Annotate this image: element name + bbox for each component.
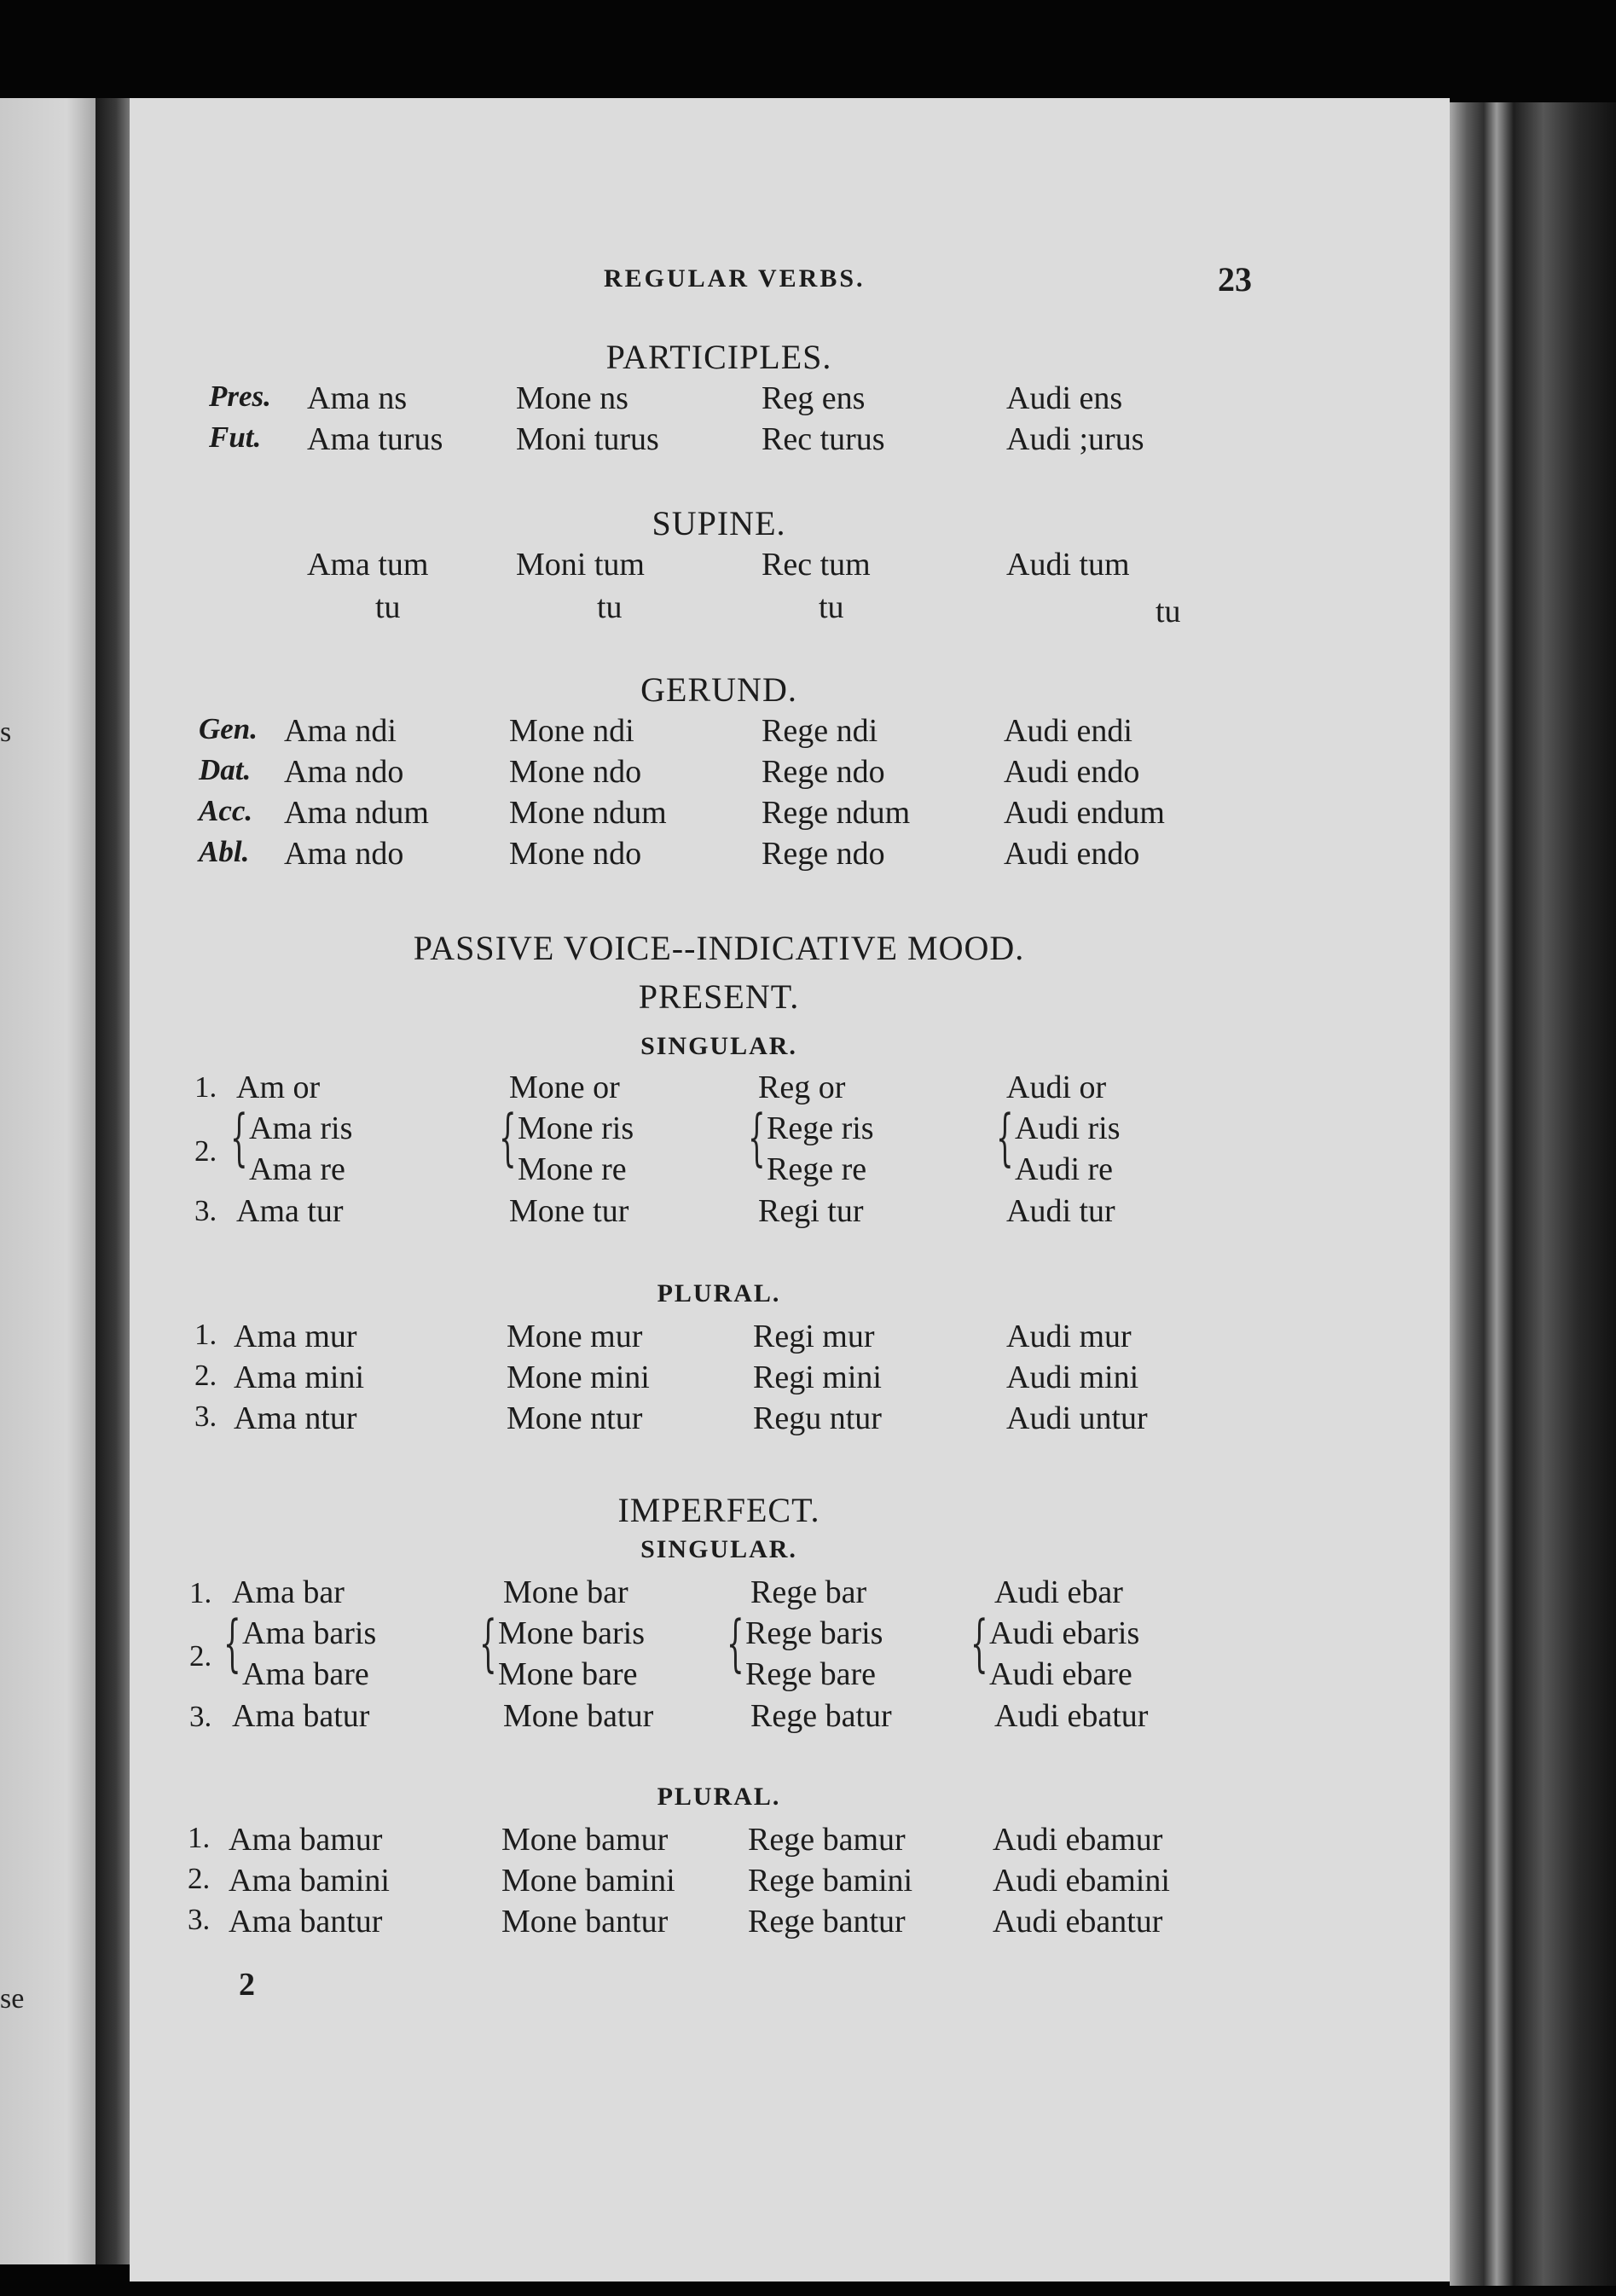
table-cell: Audi untur [1006,1400,1148,1436]
table-cell: Ama bare [242,1656,369,1692]
table-cell: Audi tur [1006,1193,1115,1229]
table-cell: Regu ntur [753,1400,882,1436]
table-cell: tu [819,589,844,625]
table-cell: Mone re [518,1151,627,1187]
table-cell: Rege re [767,1151,867,1187]
table-cell: Mone batur [503,1698,654,1734]
table-cell: Regi mur [753,1319,875,1354]
table-cell: Audi ;urus [1006,421,1144,457]
table-cell: Audi endi [1004,713,1132,749]
table-cell: Audi ris [1015,1110,1121,1146]
table-cell: Mone ntur [507,1400,643,1436]
table-cell: Ama bamur [229,1822,383,1858]
table-cell: Rege ndi [762,713,878,749]
table-cell: Ama bar [232,1574,345,1610]
table-cell: Regi tur [758,1193,864,1229]
row-number: 3. [194,1194,217,1227]
table-cell: Audi endo [1004,836,1140,872]
row-label: Gen. [199,712,258,745]
row-number: 1. [194,1070,217,1104]
table-cell: Mone bantur [501,1904,669,1939]
table-cell: Regi mini [753,1360,882,1395]
table-cell: Reg or [758,1070,846,1105]
table-cell: Moni tum [516,547,645,583]
curly-brace-icon: { [223,1607,241,1679]
row-number: 1. [188,1821,211,1854]
table-cell: Ama mini [234,1360,365,1395]
table-cell: Mone bare [498,1656,638,1692]
curly-brace-icon: { [970,1607,988,1679]
table-cell: Ama ns [307,380,408,416]
table-cell: Reg ens [762,380,866,416]
section-title: PARTICIPLES. [605,338,832,376]
row-label: Pres. [209,380,271,413]
table-cell: Audi ebamur [993,1822,1163,1858]
table-cell: Audi ebaris [989,1615,1140,1651]
table-cell: Mone baris [498,1615,646,1651]
curly-brace-icon: { [479,1607,497,1679]
table-cell: Mone mur [507,1319,643,1354]
table-cell: Ama ris [249,1110,353,1146]
table-cell: Ama bamini [229,1863,390,1899]
row-label: Dat. [199,753,252,786]
table-cell: Audi endo [1004,754,1140,790]
table-cell: Audi ebare [989,1656,1132,1692]
curly-brace-icon: { [727,1607,744,1679]
row-number: 3. [189,1700,212,1733]
row-number: 2. [194,1359,217,1392]
table-cell: Ama re [249,1151,345,1187]
row-label: Abl. [199,835,250,868]
table-cell: Ama ndo [284,836,404,872]
table-cell: Audi mini [1006,1360,1139,1395]
signature-mark: 2 [239,1967,255,2003]
table-cell: Rege bamini [748,1863,913,1899]
left-page-fragment: s [0,716,12,748]
table-cell: Rec turus [762,421,885,457]
table-cell: Mone bamini [501,1863,675,1899]
tense-title: IMPERFECT. [617,1491,820,1529]
table-cell: Rec tum [762,547,871,583]
table-cell: tu [375,589,401,625]
section-title: GERUND. [640,670,797,709]
row-number: 1. [194,1318,217,1351]
table-cell: Rege baris [745,1615,883,1651]
table-cell: Rege bantur [748,1904,906,1939]
table-cell: Moni turus [516,421,659,457]
table-cell: Audi ebantur [993,1904,1163,1939]
section-title: SUPINE. [652,504,786,542]
number-heading: PLURAL. [657,1279,781,1307]
table-cell: Ama tum [307,547,429,583]
table-cell: Ama mur [234,1319,357,1354]
table-cell: Mone tur [509,1193,629,1229]
table-cell: Audi ens [1006,380,1123,416]
curly-brace-icon: { [230,1101,248,1173]
table-cell: Audi mur [1006,1319,1132,1354]
table-cell: Audi or [1006,1070,1107,1105]
curly-brace-icon: { [499,1101,517,1173]
running-head: REGULAR VERBS. [604,264,866,293]
row-label: Fut. [209,420,262,454]
table-cell: Rege bar [750,1574,867,1610]
table-cell: tu [597,589,623,625]
table-cell: Rege bare [745,1656,876,1692]
table-cell: Ama ndi [284,713,397,749]
table-cell: Mone ndo [509,754,642,790]
table-cell: Ama bantur [229,1904,383,1939]
table-cell: Audi endum [1004,795,1165,831]
section-heading: PASSIVE VOICE--INDICATIVE MOOD. [413,929,1025,967]
page-number: 23 [1218,260,1252,299]
table-cell: Mone or [509,1070,620,1105]
row-number: 3. [194,1400,217,1433]
table-cell: Audi re [1015,1151,1114,1187]
table-cell: Am or [236,1070,321,1105]
curly-brace-icon: { [748,1101,766,1173]
table-cell: Mone ris [518,1110,634,1146]
table-cell: Mone bar [503,1574,628,1610]
table-cell: Ama turus [307,421,443,457]
table-cell: Ama tur [236,1193,344,1229]
row-number: 3. [188,1903,211,1936]
number-heading: PLURAL. [657,1783,781,1811]
table-cell: Mone mini [507,1360,650,1395]
table-cell: Mone ns [516,380,628,416]
table-cell: Rege batur [750,1698,892,1734]
table-cell: Mone ndum [509,795,667,831]
table-cell: Ama ndo [284,754,404,790]
row-number: 2. [189,1639,212,1673]
table-cell: Mone ndi [509,713,634,749]
table-cell: Rege ndum [762,795,911,831]
table-cell: Audi ebar [994,1574,1123,1610]
table-cell: tu [1156,594,1181,629]
table-cell: Audi tum [1006,547,1130,583]
curly-brace-icon: { [996,1101,1014,1173]
row-number: 1. [189,1576,212,1609]
left-page-fragment: se [0,1983,25,2015]
row-number: 2. [194,1134,217,1168]
table-cell: Ama baris [242,1615,377,1651]
table-cell: Rege ndo [762,836,885,872]
tense-title: PRESENT. [638,977,800,1016]
row-number: 2. [188,1862,211,1895]
table-cell: Ama batur [232,1698,370,1734]
row-label: Acc. [199,794,253,827]
table-cell: Rege bamur [748,1822,906,1858]
table-cell: Rege ris [767,1110,874,1146]
table-cell: Mone ndo [509,836,642,872]
table-cell: Ama ndum [284,795,429,831]
table-cell: Audi ebamini [993,1863,1170,1899]
table-cell: Mone bamur [501,1822,669,1858]
number-heading: SINGULAR. [640,1032,797,1060]
number-heading: SINGULAR. [640,1535,797,1563]
table-cell: Rege ndo [762,754,885,790]
table-cell: Ama ntur [234,1400,357,1436]
table-cell: Audi ebatur [994,1698,1149,1734]
